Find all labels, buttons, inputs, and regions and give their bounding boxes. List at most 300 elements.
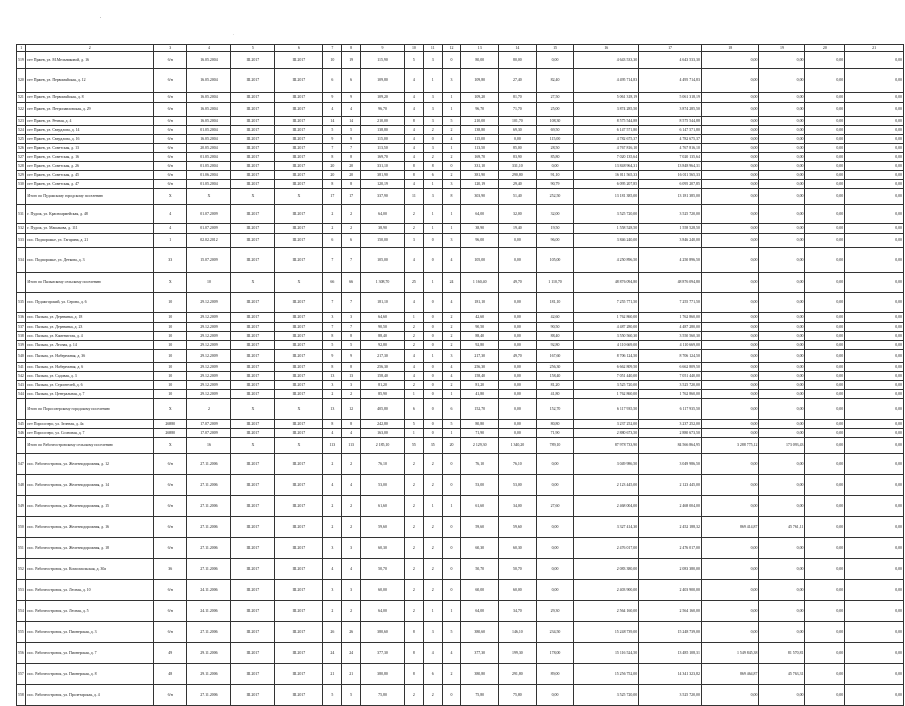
cell-residents-relocated: 5 bbox=[342, 341, 361, 350]
cell-doc-date: 29.12.2009 bbox=[187, 293, 231, 313]
cell-cost-extra: 0,00 bbox=[845, 180, 904, 189]
cell-cost-regional: 0,00 bbox=[701, 580, 759, 601]
cell-residents-relocated: 7 bbox=[342, 248, 361, 273]
cell-address: пос. Рабочеостровск, ул. Железнодорожная, д. 18 bbox=[26, 538, 154, 559]
cell-cost-total: 6 662 809,50 bbox=[574, 363, 639, 372]
cell-cost-total: 87 978 733,90 bbox=[574, 438, 639, 454]
column-number-16: 16 bbox=[574, 45, 639, 52]
cell-residents-relocated: 3 bbox=[342, 381, 361, 390]
cell-doc-date: X bbox=[187, 189, 231, 205]
cell-plan-end: III.2017 bbox=[275, 103, 323, 117]
table-row bbox=[17, 381, 904, 390]
column-number-11: 11 bbox=[423, 45, 442, 52]
cell-cost-regional: 0,00 bbox=[701, 93, 759, 103]
cell-cost-regional: 0,00 bbox=[701, 248, 759, 273]
cell-area-relocation: 109,20 bbox=[461, 93, 499, 103]
cell-area-total: 163,00 bbox=[361, 429, 405, 438]
table-row bbox=[17, 171, 904, 180]
cell-row-number: 558 bbox=[17, 685, 26, 706]
cell-area-municipal: 41,80 bbox=[536, 390, 574, 399]
cell-cost-other: 0,00 bbox=[805, 420, 845, 429]
cell-cost-local: 0,00 bbox=[759, 496, 805, 517]
cell-residents-relocated: 2 bbox=[342, 601, 361, 622]
table-row bbox=[17, 323, 904, 332]
cell-area-relocation: 1 160,40 bbox=[461, 273, 499, 293]
cell-doc-number: X bbox=[154, 273, 187, 293]
cell-cost-local: 0,00 bbox=[759, 180, 805, 189]
cell-area-relocation: 109,80 bbox=[461, 69, 499, 93]
cell-plan-start: III.2017 bbox=[231, 381, 275, 390]
cell-cost-fund: 2 880 673,50 bbox=[639, 429, 702, 438]
cell-cost-local: 0,00 bbox=[759, 622, 805, 643]
cell-area-total: 242,80 bbox=[361, 420, 405, 429]
cell-cost-extra: 0,00 bbox=[845, 559, 904, 580]
cell-rooms-private: 6 bbox=[423, 664, 442, 685]
cell-plan-start: III.2017 bbox=[231, 135, 275, 144]
cell-doc-date: 01.06.2004 bbox=[187, 171, 231, 180]
cell-doc-date: 29.12.2009 bbox=[187, 350, 231, 363]
table-row bbox=[17, 420, 904, 429]
cell-rooms-municipal: 0 bbox=[442, 475, 461, 496]
cell-area-total: 405,80 bbox=[361, 399, 405, 420]
cell-address: пос. Рабочеостровск, ул. Лесная, д. 10 bbox=[26, 580, 154, 601]
cell-area-relocation: 181,10 bbox=[461, 293, 499, 313]
cell-residents-relocated: 24 bbox=[342, 643, 361, 664]
cell-row-number: 522 bbox=[17, 103, 26, 117]
column-number-19: 19 bbox=[759, 45, 805, 52]
cell-doc-number: б/н bbox=[154, 69, 187, 93]
cell-residents-registered: 2 bbox=[323, 454, 342, 475]
cell-doc-date: 27.11.2006 bbox=[187, 496, 231, 517]
cell-cost-fund: 4 643 533,30 bbox=[639, 52, 702, 69]
cell-plan-start: III.2017 bbox=[231, 622, 275, 643]
cell-cost-other: 0,00 bbox=[805, 538, 845, 559]
cell-cost-other: 0,00 bbox=[805, 153, 845, 162]
cell-cost-other: 0,00 bbox=[805, 363, 845, 372]
cell-area-private: 0,00 bbox=[499, 381, 537, 390]
cell-cost-fund: 3 525 720,00 bbox=[639, 381, 702, 390]
cell-area-private: 32,00 bbox=[499, 205, 537, 224]
cell-doc-number: 4 bbox=[154, 224, 187, 234]
cell-cost-extra: 0,00 bbox=[845, 332, 904, 341]
cell-address: Итого по Поросозерскому городскому поселению bbox=[26, 399, 154, 420]
cell-rooms-total: 2 bbox=[404, 341, 423, 350]
cell-row-number: 541 bbox=[17, 363, 26, 372]
cell-area-municipal: 181,10 bbox=[536, 293, 574, 313]
cell-address: пос. Подпорожье, ул. Гагарина, д. 21 bbox=[26, 234, 154, 248]
cell-rooms-total: 8 bbox=[404, 664, 423, 685]
cell-cost-local: 45 763,31 bbox=[759, 664, 805, 685]
cell-rooms-private: 0 bbox=[423, 420, 442, 429]
cell-cost-other: 0,00 bbox=[805, 664, 845, 685]
cell-cost-fund: 7 020 135,64 bbox=[639, 153, 702, 162]
cell-residents-relocated: 3 bbox=[342, 313, 361, 323]
cell-doc-date: 29.12.2009 bbox=[187, 313, 231, 323]
cell-cost-total: 13 848 964,31 bbox=[574, 162, 639, 171]
cell-area-private: 49,70 bbox=[499, 350, 537, 363]
cell-cost-total: 6 095 207,85 bbox=[574, 180, 639, 189]
cell-cost-local: 0,00 bbox=[759, 454, 805, 475]
cell-cost-local: 0,00 bbox=[759, 313, 805, 323]
cell-cost-local: 0,00 bbox=[759, 52, 805, 69]
cell-doc-number: б/н bbox=[154, 538, 187, 559]
cell-rooms-total: 2 bbox=[404, 381, 423, 390]
cell-cost-extra: 0,00 bbox=[845, 390, 904, 399]
cell-cost-extra: 0,00 bbox=[845, 153, 904, 162]
cell-cost-other: 0,00 bbox=[805, 643, 845, 664]
cell-cost-total: 3 327 414,30 bbox=[574, 517, 639, 538]
cell-cost-fund: 2 452 188,32 bbox=[639, 517, 702, 538]
cell-row-number: 550 bbox=[17, 517, 26, 538]
cell-rooms-total: 2 bbox=[404, 332, 423, 341]
cell-plan-end: X bbox=[275, 273, 323, 293]
cell-cost-local: 0,00 bbox=[759, 224, 805, 234]
table-row bbox=[17, 438, 904, 454]
cell-plan-end: III.2017 bbox=[275, 381, 323, 390]
column-number-header bbox=[17, 45, 904, 52]
cell-cost-local: 81 570,81 bbox=[759, 643, 805, 664]
cell-plan-start: III.2017 bbox=[231, 224, 275, 234]
cell-area-relocation: 60,00 bbox=[461, 580, 499, 601]
cell-plan-start: III.2017 bbox=[231, 171, 275, 180]
table-row bbox=[17, 475, 904, 496]
cell-row-number: 520 bbox=[17, 69, 26, 93]
cell-rooms-private: 0 bbox=[423, 390, 442, 399]
cell-cost-fund: 3 049 986,50 bbox=[639, 454, 702, 475]
cell-cost-fund: 4 110 669,00 bbox=[639, 341, 702, 350]
cell-cost-local: 0,00 bbox=[759, 363, 805, 372]
cell-rooms-municipal: 4 bbox=[442, 293, 461, 313]
cell-area-relocation: 81,20 bbox=[461, 381, 499, 390]
cell-residents-registered: 3 bbox=[323, 580, 342, 601]
column-number-10: 10 bbox=[404, 45, 423, 52]
cell-cost-total: 3 237 252,00 bbox=[574, 420, 639, 429]
cell-area-private: 0,00 bbox=[499, 248, 537, 273]
cell-plan-end: III.2017 bbox=[275, 685, 323, 706]
cell-residents-relocated: 9 bbox=[342, 350, 361, 363]
cell-area-municipal: 0,00 bbox=[536, 454, 574, 475]
cell-cost-local: 0,00 bbox=[759, 69, 805, 93]
cell-area-municipal: 90,50 bbox=[536, 323, 574, 332]
cell-area-municipal: 167,60 bbox=[536, 350, 574, 363]
cell-area-total: 76,10 bbox=[361, 454, 405, 475]
cell-cost-fund: 4 767 816,10 bbox=[639, 144, 702, 153]
cell-doc-date: 16 bbox=[187, 438, 231, 454]
cell-area-total: 113,50 bbox=[361, 144, 405, 153]
cell-cost-extra: 0,00 bbox=[845, 429, 904, 438]
cell-area-private: 53,00 bbox=[499, 475, 537, 496]
table-row bbox=[17, 538, 904, 559]
cell-residents-relocated: 7 bbox=[342, 293, 361, 313]
cell-cost-local: 0,00 bbox=[759, 162, 805, 171]
cell-area-relocation: 120,19 bbox=[461, 180, 499, 189]
cell-plan-start: III.2017 bbox=[231, 429, 275, 438]
cell-plan-start: III.2017 bbox=[231, 350, 275, 363]
cell-area-total: 381,90 bbox=[361, 171, 405, 180]
cell-rooms-private: 0 bbox=[423, 323, 442, 332]
register-sheet bbox=[16, 44, 904, 706]
cell-cost-extra: 0,00 bbox=[845, 69, 904, 93]
cell-area-private: 85,00 bbox=[499, 144, 537, 153]
cell-area-private: 0,00 bbox=[499, 390, 537, 399]
cell-doc-date: 27.11.2006 bbox=[187, 622, 231, 643]
cell-cost-extra: 0,00 bbox=[845, 475, 904, 496]
column-number-15: 15 bbox=[536, 45, 574, 52]
cell-cost-fund: 2 403 900,00 bbox=[639, 580, 702, 601]
table-row bbox=[17, 350, 904, 363]
cell-cost-fund: 1 558 528,50 bbox=[639, 224, 702, 234]
cell-rooms-total: 2 bbox=[404, 454, 423, 475]
cell-area-municipal: 0,00 bbox=[536, 559, 574, 580]
cell-cost-extra: 0,00 bbox=[845, 601, 904, 622]
cell-area-total: 85,90 bbox=[361, 390, 405, 399]
cell-area-municipal: 89,00 bbox=[536, 664, 574, 685]
cell-doc-date: 01.05.2004 bbox=[187, 126, 231, 135]
cell-residents-relocated: 19 bbox=[342, 52, 361, 69]
cell-rooms-municipal: 2 bbox=[442, 323, 461, 332]
cell-rooms-total: 5 bbox=[404, 52, 423, 69]
cell-row-number: 526 bbox=[17, 144, 26, 153]
cell-plan-start: III.2017 bbox=[231, 390, 275, 399]
cell-cost-local: 45 761,11 bbox=[759, 517, 805, 538]
cell-rooms-municipal: 3 bbox=[442, 350, 461, 363]
cell-doc-date: 29.12.2009 bbox=[187, 390, 231, 399]
cell-cost-regional: 0,00 bbox=[701, 538, 759, 559]
cell-rooms-total: 8 bbox=[404, 622, 423, 643]
cell-area-private: 146,10 bbox=[499, 622, 537, 643]
cell-row-number: 528 bbox=[17, 162, 26, 171]
cell-residents-registered: 13 bbox=[323, 399, 342, 420]
cell-doc-number: X bbox=[154, 438, 187, 454]
cell-row-number: 539 bbox=[17, 341, 26, 350]
cell-area-private: 19,40 bbox=[499, 224, 537, 234]
cell-plan-end: III.2017 bbox=[275, 126, 323, 135]
cell-rooms-private: 0 bbox=[423, 293, 442, 313]
cell-plan-start: III.2017 bbox=[231, 332, 275, 341]
table-row bbox=[17, 117, 904, 126]
cell-doc-number: б/н bbox=[154, 580, 187, 601]
cell-rooms-municipal: 0 bbox=[442, 52, 461, 69]
cell-residents-registered: 7 bbox=[323, 144, 342, 153]
cell-cost-regional: 0,00 bbox=[701, 135, 759, 144]
table-row bbox=[17, 293, 904, 313]
cell-cost-other: 0,00 bbox=[805, 234, 845, 248]
cell-plan-start: III.2017 bbox=[231, 559, 275, 580]
table-row bbox=[17, 205, 904, 224]
column-number-3: 3 bbox=[154, 45, 187, 52]
column-number-12: 12 bbox=[442, 45, 461, 52]
table-row bbox=[17, 517, 904, 538]
cell-cost-fund: 84 566 864,95 bbox=[639, 438, 702, 454]
cell-cost-regional: 0,00 bbox=[701, 601, 759, 622]
cell-plan-start: III.2017 bbox=[231, 293, 275, 313]
cell-area-municipal: 0,00 bbox=[536, 475, 574, 496]
cell-residents-relocated: 4 bbox=[342, 103, 361, 117]
cell-doc-number: б/н bbox=[154, 117, 187, 126]
cell-cost-regional: 0,00 bbox=[701, 420, 759, 429]
cell-rooms-private: 0 bbox=[423, 372, 442, 381]
cell-area-private: 29,40 bbox=[499, 180, 537, 189]
cell-cost-regional: 0,00 bbox=[701, 341, 759, 350]
cell-residents-relocated: 6 bbox=[342, 234, 361, 248]
cell-cost-fund: 14 341 323,82 bbox=[639, 664, 702, 685]
cell-cost-total: 7 255 771,50 bbox=[574, 293, 639, 313]
cell-area-municipal: 85,80 bbox=[536, 153, 574, 162]
cell-cost-fund: 3 525 720,00 bbox=[639, 205, 702, 224]
cell-doc-number: б/н bbox=[154, 135, 187, 144]
table-row bbox=[17, 332, 904, 341]
cell-plan-end: III.2017 bbox=[275, 341, 323, 350]
cell-area-total: 115,00 bbox=[361, 135, 405, 144]
cell-area-private: 101,70 bbox=[499, 117, 537, 126]
cell-cost-extra: 0,00 bbox=[845, 126, 904, 135]
cell-address: пгт Пржев, ул. Советская, д. 13 bbox=[26, 144, 154, 153]
cell-rooms-private: 1 bbox=[423, 224, 442, 234]
cell-rooms-municipal: 1 bbox=[442, 496, 461, 517]
cell-rooms-municipal: 1 bbox=[442, 601, 461, 622]
cell-rooms-private: 1 bbox=[423, 350, 442, 363]
cell-area-private: 81,70 bbox=[499, 93, 537, 103]
cell-cost-regional: 0,00 bbox=[701, 390, 759, 399]
cell-cost-extra: 0,00 bbox=[845, 313, 904, 323]
cell-cost-regional: 0,00 bbox=[701, 372, 759, 381]
cell-cost-fund: 3 525 720,00 bbox=[639, 685, 702, 706]
cell-residents-registered: 13 bbox=[323, 372, 342, 381]
cell-plan-end: III.2017 bbox=[275, 372, 323, 381]
cell-address: Итого по Рабочеостровскому сельскому поселению bbox=[26, 438, 154, 454]
cell-rooms-private: 0 bbox=[423, 332, 442, 341]
cell-cost-other: 0,00 bbox=[805, 117, 845, 126]
cell-area-private: 83,90 bbox=[499, 153, 537, 162]
table-row bbox=[17, 69, 904, 93]
cell-rooms-municipal: 2 bbox=[442, 381, 461, 390]
cell-cost-other: 0,00 bbox=[805, 496, 845, 517]
cell-address: пос. Рабочеостровск, ул. Лесная, д. 5 bbox=[26, 601, 154, 622]
cell-cost-fund: 48 876 094,80 bbox=[639, 273, 702, 293]
cell-area-total: 380,80 bbox=[361, 664, 405, 685]
cell-plan-start: III.2017 bbox=[231, 363, 275, 372]
cell-residents-registered: 8 bbox=[323, 332, 342, 341]
cell-rooms-private: 0 bbox=[423, 135, 442, 144]
cell-doc-date: 20.05.2004 bbox=[187, 144, 231, 153]
cell-cost-fund: 13 485 108,31 bbox=[639, 643, 702, 664]
cell-rooms-total: 2 bbox=[404, 224, 423, 234]
cell-residents-registered: 4 bbox=[323, 429, 342, 438]
cell-plan-end: III.2017 bbox=[275, 224, 323, 234]
cell-cost-regional: 0,00 bbox=[701, 363, 759, 372]
cell-doc-date: 27.11.2006 bbox=[187, 538, 231, 559]
cell-doc-number: б/н bbox=[154, 601, 187, 622]
cell-area-private: 76,10 bbox=[499, 454, 537, 475]
cell-row-number bbox=[17, 438, 26, 454]
cell-area-total: 64,00 bbox=[361, 205, 405, 224]
cell-cost-fund: 3 550 560,30 bbox=[639, 332, 702, 341]
cell-area-relocation: 59,60 bbox=[461, 517, 499, 538]
cell-address: пос. Пяльма, ул. Лесная, д. 14 bbox=[26, 341, 154, 350]
cell-rooms-municipal: 3 bbox=[442, 234, 461, 248]
cell-cost-extra: 0,00 bbox=[845, 52, 904, 69]
cell-cost-local: 0,00 bbox=[759, 341, 805, 350]
cell-area-municipal: 42,60 bbox=[536, 313, 574, 323]
cell-rooms-municipal: 5 bbox=[442, 420, 461, 429]
cell-plan-start: III.2017 bbox=[231, 475, 275, 496]
cell-plan-end: III.2017 bbox=[275, 390, 323, 399]
cell-plan-start: III.2017 bbox=[231, 664, 275, 685]
cell-cost-local: 0,00 bbox=[759, 135, 805, 144]
cell-area-relocation: 2 129,30 bbox=[461, 438, 499, 454]
cell-cost-extra: 0,00 bbox=[845, 293, 904, 313]
cell-row-number: 556 bbox=[17, 643, 26, 664]
cell-cost-other: 0,00 bbox=[805, 622, 845, 643]
cell-residents-registered: 4 bbox=[323, 475, 342, 496]
cell-cost-other: 0,00 bbox=[805, 390, 845, 399]
cell-rooms-total: 4 bbox=[404, 144, 423, 153]
cell-cost-other: 0,00 bbox=[805, 273, 845, 293]
cell-area-municipal: 25,00 bbox=[536, 103, 574, 117]
cell-area-municipal: 91,10 bbox=[536, 171, 574, 180]
cell-rooms-municipal: 0 bbox=[442, 538, 461, 559]
cell-plan-start: III.2017 bbox=[231, 103, 275, 117]
cell-cost-fund: 4 782 675,37 bbox=[639, 135, 702, 144]
cell-doc-date: 27.11.2006 bbox=[187, 517, 231, 538]
cell-row-number: 547 bbox=[17, 454, 26, 475]
cell-cost-fund: 5 061 318,19 bbox=[639, 93, 702, 103]
cell-rooms-municipal: 8 bbox=[442, 189, 461, 205]
cell-rooms-total: 8 bbox=[404, 643, 423, 664]
cell-plan-start: III.2017 bbox=[231, 643, 275, 664]
cell-cost-fund: 4 250 896,50 bbox=[639, 248, 702, 273]
cell-plan-start: III.2017 bbox=[231, 420, 275, 429]
cell-area-relocation: 377,30 bbox=[461, 643, 499, 664]
cell-plan-end: X bbox=[275, 438, 323, 454]
cell-rooms-municipal: 5 bbox=[442, 117, 461, 126]
cell-cost-local: 0,00 bbox=[759, 144, 805, 153]
cell-rooms-total: 2 bbox=[404, 475, 423, 496]
cell-rooms-total: 1 bbox=[404, 313, 423, 323]
cell-cost-extra: 0,00 bbox=[845, 381, 904, 390]
cell-cost-other: 0,00 bbox=[805, 332, 845, 341]
cell-residents-relocated: 2 bbox=[342, 205, 361, 224]
cell-rooms-municipal: 4 bbox=[442, 643, 461, 664]
cell-area-total: 90,50 bbox=[361, 323, 405, 332]
cell-doc-number: 10 bbox=[154, 372, 187, 381]
cell-rooms-municipal: 3 bbox=[442, 180, 461, 189]
cell-doc-date: 17.07.2009 bbox=[187, 429, 231, 438]
cell-cost-extra: 0,00 bbox=[845, 517, 904, 538]
cell-row-number: 531 bbox=[17, 205, 26, 224]
cell-cost-regional: 0,00 bbox=[701, 273, 759, 293]
cell-doc-number: б/н bbox=[154, 171, 187, 180]
cell-address: пгт Пржев, ул. Петропавловская, д. 29 bbox=[26, 103, 154, 117]
cell-area-private: 49,70 bbox=[499, 273, 537, 293]
cell-doc-number: X bbox=[154, 189, 187, 205]
cell-doc-date: 29.11.2006 bbox=[187, 664, 231, 685]
cell-plan-end: III.2017 bbox=[275, 517, 323, 538]
cell-residents-relocated: 4 bbox=[342, 475, 361, 496]
cell-cost-other: 0,00 bbox=[805, 350, 845, 363]
cell-cost-total: 15 248 739,00 bbox=[574, 622, 639, 643]
cell-area-municipal: 96,00 bbox=[536, 234, 574, 248]
cell-rooms-private: 2 bbox=[423, 475, 442, 496]
cell-cost-regional: 0,00 bbox=[701, 429, 759, 438]
cell-rooms-private: 8 bbox=[423, 162, 442, 171]
cell-plan-start: III.2017 bbox=[231, 538, 275, 559]
column-number-5: 5 bbox=[231, 45, 275, 52]
table-row bbox=[17, 454, 904, 475]
cell-doc-date: 01.07.2009 bbox=[187, 224, 231, 234]
cell-row-number: 553 bbox=[17, 580, 26, 601]
cell-area-private: 69,30 bbox=[499, 126, 537, 135]
